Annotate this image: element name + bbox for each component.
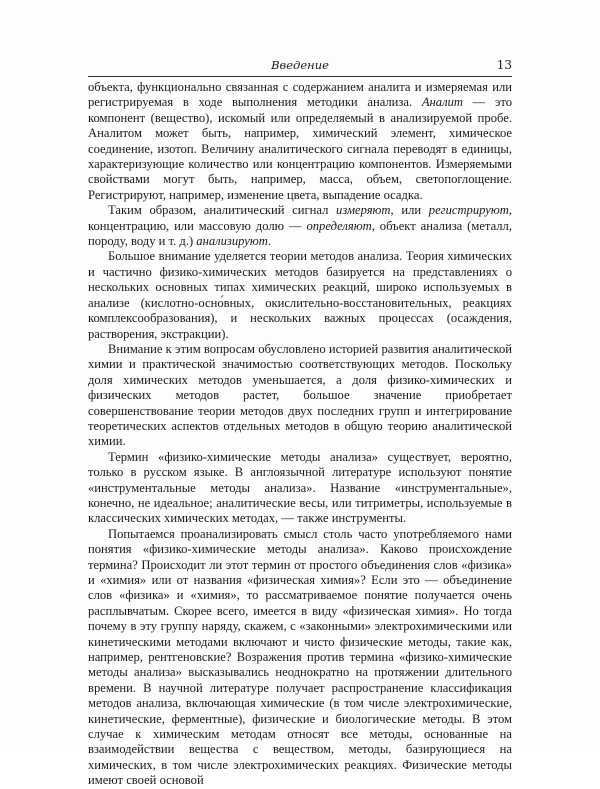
italic-term: измеряют [336,203,391,218]
text-run: , объект анализа (металл, породу, воду и т. д.) [88,218,512,249]
text-run: Внимание к этим вопросам обусловлено историей развития аналитической химии и практической значимостью соответствующих методов. Поскольку доля химических методов уменьшается, а доля физико-химических и физических методов растет, большое значение приобретает совершенствование теории методов двух последних групп и интегрирование теоретических аспектов отдельных методов в общую теорию аналитической химии. [88,341,512,449]
text-run: , или [390,203,429,218]
italic-term: Аналит [421,95,463,110]
text-run: . [267,234,271,249]
running-title: Введение [271,58,329,72]
italic-term: анализируют [196,234,268,249]
text-run: Попытаемся проанализировать смысл столь часто употребляемого нами понятия «физико-химические методы анализа». Каково происхождение термина? Происходит ли этот термин от простого объединения слов «физика» и «химия» или от названия «физическая химия»? Если это — объединение слов «физика» и «химия», то рассматриваемое понятие получается очень расплывчатым. Скорее всего, имеется в виду «физическая химия». Но тогда почему в эту группу наряду, скажем, с «законными» электрохимическими или кинетическими методами включают и чисто физические методы, такие как, например, рентгеновские? Возражения против термина «физико-химические методы анализа» высказывались неоднократно на протяжении длительного времени. В научной литературе получает распространение классификация методов анализа, включающая химические (в том числе электрохимические, кинетические, ферментные), физические и биологические методы. В этом случае к химическим методам относят все методы, основанные на взаимодействии вещества с веществом, методы, базирующиеся на химических, в том числе электрохимических реакциях. Физические методы имеют своей основой [88,526,512,788]
paragraph [88,450,512,527]
text-run: объекта, функционально связанная с содержанием аналита и измеряемая или регистрируемая в ходе выполнения методики анализа. [88,80,512,110]
italic-term: регистрируют [428,203,509,218]
text-run: , концентрацию, или массовую долю — [88,203,512,233]
running-head [88,55,512,75]
paragraph [88,527,512,789]
page-number: 13 [496,58,512,72]
paragraph [88,80,512,203]
italic-term: определяют [306,218,372,233]
text-run: — это компонент (вещество), искомый или определяемый в анализируемой пробе. Аналитом может быть, например, химический элемент, химическое соединение, изотоп. Величину аналитического сигнала переводят в единицы, характеризующие количество или концентрацию компонентов. Измеряемыми свойствами могут быть, например, масса, объем, светопоглощение. Регистрируют, например, изменение цвета, выпадение осадка. [88,95,512,202]
text-run: Большое внимание уделяется теории методов анализа. Теория химических и частично физико-химических методов базируется на представлениях о нескольких основных типах химических реакций, широко используемых в анализе (кислотно-осно́вных, окислительно-восстановительных, реакциях комплексообразования), и нескольких важных процессах (осаждения, растворения, экстракции). [88,249,512,341]
text-run: Термин «физико-химические методы анализа» существует, вероятно, только в русском языке. В англоязычной литературе используют понятие «инструментальные методы анализа». Название «инструментальные», конечно, не идеальное; аналитические весы, или титриметры, используемые в классических химических методах, — также инструменты. [88,449,512,526]
paragraph [88,342,512,450]
paragraph [88,203,512,249]
body-text [88,80,512,789]
header-rule [88,76,512,77]
paragraph [88,249,512,341]
text-run: Таким образом, аналитический сигнал [108,203,337,218]
